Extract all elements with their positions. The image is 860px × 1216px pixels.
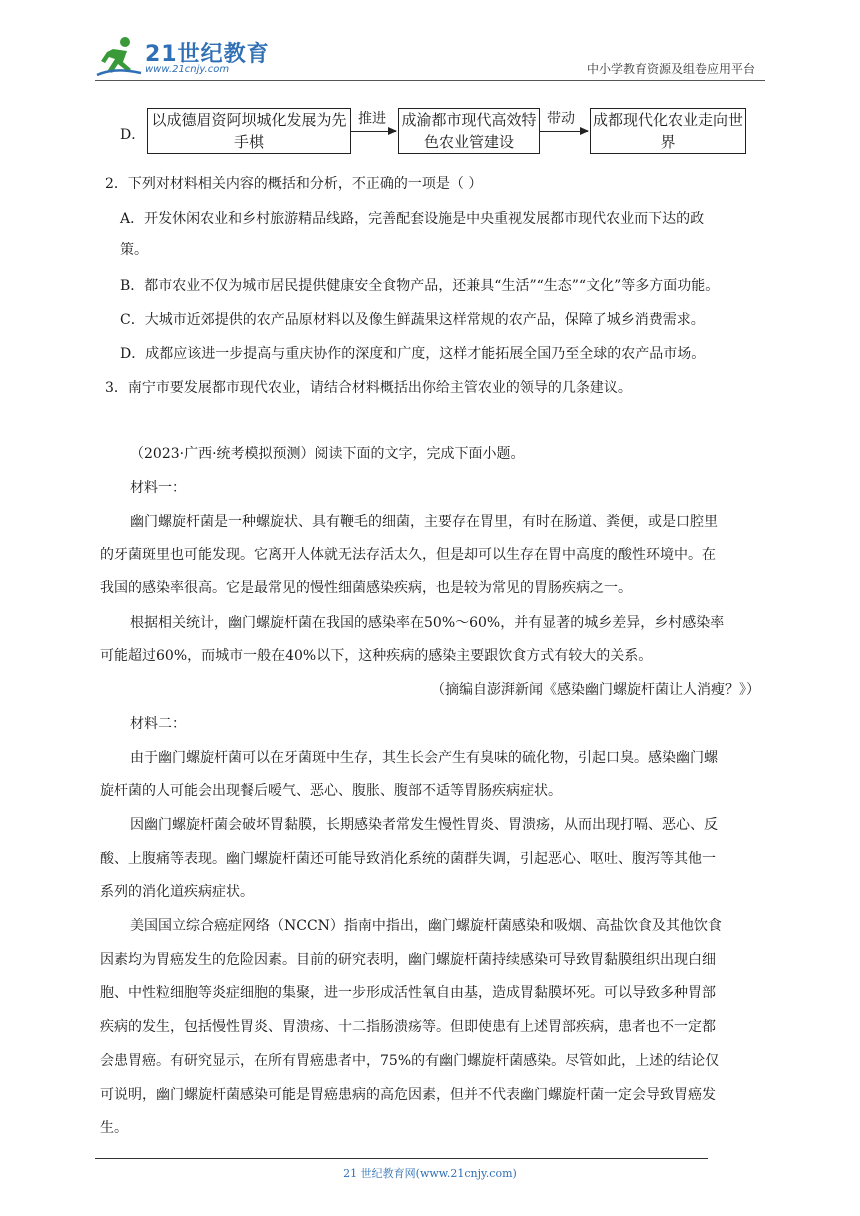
material-2-p2-l2: 酸、上腹痛等表现。幽门螺旋杆菌还可能导致消化系统的菌群失调，引起恶心、呕吐、腹泻等其他一 bbox=[100, 851, 716, 867]
material-1-source: （摘编自澎湃新闻《感染幽门螺旋杆菌让人消瘦？》） bbox=[431, 682, 760, 698]
flow-arrow-2-label: 带动 bbox=[547, 111, 575, 127]
footer-text: 21 世纪教育网(www.21cnjy.com) bbox=[343, 1167, 517, 1180]
passage-intro: （2023·广西·统考模拟预测）阅读下面的文字，完成下面小题。 bbox=[130, 446, 525, 462]
flow-box-1: 以成德眉资阿坝城化发展为先手棋 bbox=[147, 108, 351, 154]
footer-divider bbox=[95, 1158, 708, 1159]
material-2-p3-l2: 因素均为胃癌发生的危险因素。目前的研究表明，幽门螺旋杆菌持续感染可导致胃黏膜组织出现白细 bbox=[100, 952, 716, 968]
header-tagline: 中小学教育资源及组卷应用平台 bbox=[586, 62, 755, 76]
flow-arrow-2 bbox=[539, 131, 588, 132]
question-2: 2．下列对材料相关内容的概括和分析，不正确的一项是（ ） bbox=[105, 176, 483, 192]
material-2-p2-l3: 系列的消化道疾病症状。 bbox=[100, 884, 254, 900]
site-logo bbox=[95, 35, 270, 80]
running-man-icon bbox=[95, 35, 143, 79]
material-2-p3-l7: 生。 bbox=[100, 1120, 128, 1136]
material-2-p1-l1: 由于幽门螺旋杆菌可以在牙菌斑中生存，其生长会产生有臭味的硫化物，引起口臭。感染幽门螺 bbox=[130, 750, 718, 766]
flow-box-2: 成渝都市现代高效特色农业管建设 bbox=[398, 108, 540, 154]
material-2-p3-l1: 美国国立综合癌症网络（NCCN）指南中指出，幽门螺旋杆菌感染和吸烟、高盐饮食及其他饮食 bbox=[130, 918, 722, 934]
logo-url: www.21cnjy.com bbox=[145, 64, 230, 75]
material-2-p3-l5: 会患胃癌。有研究显示，在所有胃癌患者中，75%的有幽门螺旋杆菌感染。尽管如此，上述的结论仅 bbox=[100, 1053, 720, 1069]
material-1-p2-l1: 根据相关统计，幽门螺旋杆菌在我国的感染率在50%～60%，并有显著的城乡差异，乡村感染率 bbox=[130, 615, 725, 631]
material-2-heading: 材料二： bbox=[130, 716, 186, 732]
material-2-p3-l6: 可说明，幽门螺旋杆菌感染可能是胃癌患病的高危因素，但并不代表幽门螺旋杆菌一定会导致胃癌发 bbox=[100, 1087, 716, 1103]
material-2-p2-l1: 因幽门螺旋杆菌会破坏胃黏膜，长期感染者常发生慢性胃炎、胃溃疡，从而出现打嗝、恶心、反 bbox=[130, 817, 718, 833]
material-1-p2-l2: 可能超过60%，而城市一般在40%以下，这种疾病的感染主要跟饮食方式有较大的关系。 bbox=[100, 648, 653, 664]
question-3: 3．南宁市要发展都市现代农业，请结合材料概括出你给主管农业的领导的几条建议。 bbox=[105, 380, 632, 396]
flow-arrow-1-label: 推进 bbox=[358, 111, 386, 127]
q2-option-a: A．开发休闲农业和乡村旅游精品线路，完善配套设施是中央重视发展都市现代农业而下达的政 bbox=[120, 211, 705, 227]
flow-arrow-1 bbox=[350, 131, 396, 132]
q2-option-c: C．大城市近郊提供的农产品原材料以及像生鲜蔬果这样常规的农产品，保障了城乡消费需求。 bbox=[120, 312, 705, 328]
material-1-heading: 材料一： bbox=[130, 480, 186, 496]
material-2-p3-l3: 胞、中性粒细胞等炎症细胞的集聚，进一步形成活性氧自由基，造成胃黏膜坏死。可以导致多种胃部 bbox=[100, 985, 716, 1001]
q2-option-d: D．成都应该进一步提高与重庆协作的深度和广度，这样才能拓展全国乃至全球的农产品市场。 bbox=[120, 346, 706, 362]
header-divider bbox=[95, 80, 765, 81]
logo-text: 21世纪教育 bbox=[145, 42, 270, 67]
option-d-label: D． bbox=[120, 127, 146, 143]
material-1-p1-l3: 我国的感染率很高。它是最常见的慢性细菌感染疾病，也是较为常见的胃肠疾病之一。 bbox=[100, 580, 632, 596]
material-1-p1-l2: 的牙菌斑里也可能发现。它离开人体就无法存活太久，但是却可以生存在胃中高度的酸性环境中。在 bbox=[100, 547, 716, 563]
q2-option-a-cont: 策。 bbox=[120, 242, 148, 258]
material-1-p1-l1: 幽门螺旋杆菌是一种螺旋状、具有鞭毛的细菌，主要存在胃里，有时在肠道、粪便，或是口腔里 bbox=[130, 514, 718, 530]
material-2-p3-l4: 疾病的发生，包括慢性胃炎、胃溃疡、十二指肠溃疡等。但即使患有上述胃部疾病，患者也不一定都 bbox=[100, 1019, 716, 1035]
q2-option-b: B．都市农业不仅为城市居民提供健康安全食物产品，还兼具“生活”“生态”“文化”等多方面功能。 bbox=[120, 278, 720, 294]
material-2-p1-l2: 旋杆菌的人可能会出现餐后嗳气、恶心、腹胀、腹部不适等胃肠疾病症状。 bbox=[100, 783, 562, 799]
flow-box-3: 成都现代化农业走向世界 bbox=[590, 108, 746, 154]
